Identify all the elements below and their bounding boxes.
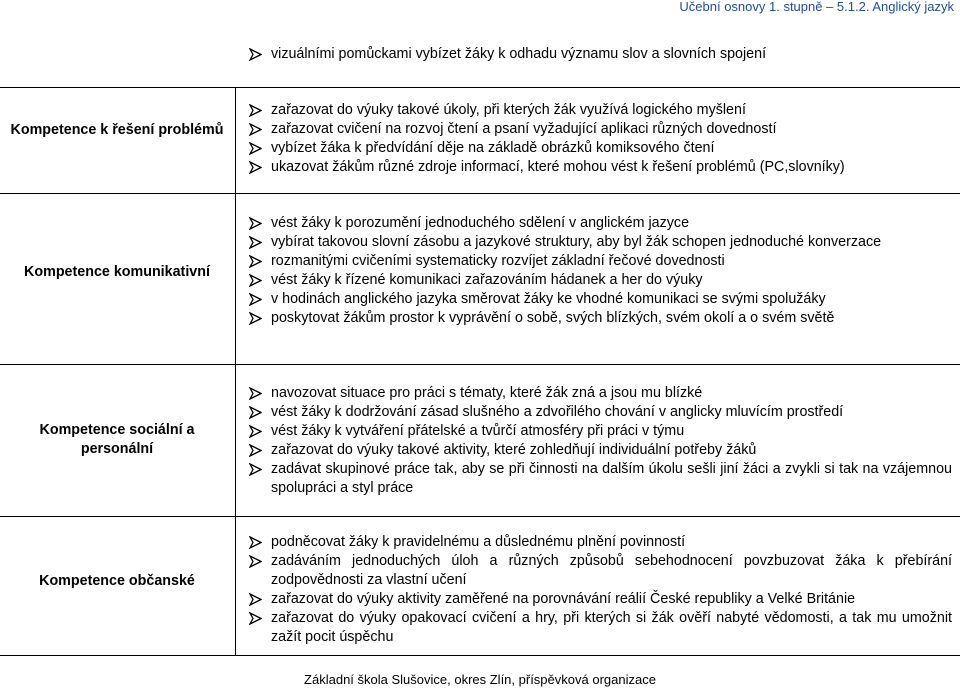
arrowhead-bullet-icon [249, 387, 262, 400]
list-item [249, 158, 952, 177]
list-item-text: vést žáky k vytváření přátelské a tvůrčí atmosféry při práci v týmu [271, 423, 685, 439]
list-item [249, 271, 952, 290]
list-item [249, 460, 952, 498]
arrowhead-bullet-icon [249, 555, 262, 568]
list-item-text: navozovat situace pro práci s tématy, které žák zná a jsou mu blízké [271, 385, 703, 401]
document-header: Učební osnovy 1. stupně – 5.1.2. Anglický jazyk [679, 0, 954, 14]
list-item [249, 441, 952, 460]
section-list-social-personal [249, 384, 952, 498]
arrowhead-bullet-icon [249, 161, 262, 174]
list-item [249, 252, 952, 271]
arrowhead-bullet-icon [249, 312, 262, 325]
arrowhead-bullet-icon [249, 444, 262, 457]
list-item-text: zadávat skupinové práce tak, aby se při činnosti na dalším úkolu sešli jiní žáci a zvykli si tak na vzájemnou spolupráci a styl práce [271, 461, 952, 496]
arrowhead-bullet-icon [249, 48, 262, 61]
arrowhead-bullet-icon [249, 593, 262, 606]
row-divider [0, 193, 960, 194]
arrowhead-bullet-icon [249, 612, 262, 625]
list-item-text: vybízet žáka k předvídání děje na základě obrázků komiksového čtení [271, 140, 715, 156]
arrowhead-bullet-icon [249, 236, 262, 249]
arrowhead-bullet-icon [249, 255, 262, 268]
intro-list [249, 45, 952, 64]
section-list-communicative [249, 214, 952, 328]
list-item-text: poskytovat žákům prostor k vyprávění o sobě, svých blízkých, svém okolí a o svém světě [271, 310, 835, 326]
list-item [249, 590, 952, 609]
list-item-text: zařazovat do výuky takové aktivity, které zohledňují individuální potřeby žáků [271, 442, 757, 458]
list-item [249, 422, 952, 441]
arrowhead-bullet-icon [249, 142, 262, 155]
section-list-problem-solving [249, 101, 952, 177]
list-item-text: v hodinách anglického jazyka směrovat žáky ke vhodné komunikaci se svými spolužáky [271, 291, 826, 307]
arrowhead-bullet-icon [249, 123, 262, 136]
arrowhead-bullet-icon [249, 274, 262, 287]
arrowhead-bullet-icon [249, 463, 262, 476]
list-item [249, 120, 952, 139]
list-item-text: zařazovat do výuky opakovací cvičení a hry, při kterých si žák ověří nabyté vědomosti, a tak mu umožnit zažít pocit úspěchu [271, 610, 952, 645]
list-item [249, 403, 952, 422]
list-item-text: vést žáky k řízené komunikaci zařazováním hádanek a her do výuky [271, 272, 703, 288]
list-item-text: ukazovat žákům různé zdroje informací, které mohou vést k řešení problémů (PC,slovníky) [271, 159, 845, 175]
list-item-text: vést žáky k porozumění jednoduchého sdělení v anglickém jazyce [271, 215, 690, 231]
list-item [249, 101, 952, 120]
section-label-communicative: Kompetence komunikativní [24, 264, 210, 280]
list-item-text: vést žáky k dodržování zásad slušného a zdvořilého chování v anglicky mluvícím prostředí [271, 404, 844, 420]
arrowhead-bullet-icon [249, 293, 262, 306]
list-item [249, 309, 952, 328]
section-label-problem-solving: Kompetence k řešení problémů [10, 122, 224, 138]
row-divider [0, 516, 960, 517]
list-item [249, 139, 952, 158]
list-item [249, 290, 952, 309]
list-item-text: vizuálními pomůckami vybízet žáky k odhadu významu slov a slovních spojení [271, 46, 767, 62]
document-footer: Základní škola Slušovice, okres Zlín, příspěvková organizace [304, 672, 656, 687]
list-item-text: rozmanitými cvičeními systematicky rozvíjet základní řečové dovednosti [271, 253, 725, 269]
list-item [249, 552, 952, 590]
list-item [249, 384, 952, 403]
list-item-text: zařazovat do výuky aktivity zaměřené na porovnávání reálií České republiky a Velké Británie [271, 591, 856, 607]
list-item-text: podněcovat žáky k pravidelnému a důslednému plnění povinností [271, 534, 686, 550]
arrowhead-bullet-icon [249, 406, 262, 419]
row-divider [0, 364, 960, 365]
section-label-civic: Kompetence občanské [39, 573, 195, 589]
section-label-social-personal: Kompetence sociální a personální [39, 422, 195, 457]
list-item-text: zadáváním jednoduchých úloh a různých způsobů sebehodnocení povzbuzovat žáka k přebírání zodpovědnosti za vlastní učení [271, 553, 952, 588]
list-item-text: vybírat takovou slovní zásobu a jazykové struktury, aby byl žák schopen jednoduché konverzace [271, 234, 882, 250]
list-item [249, 45, 952, 64]
arrowhead-bullet-icon [249, 217, 262, 230]
list-item [249, 233, 952, 252]
arrowhead-bullet-icon [249, 536, 262, 549]
arrowhead-bullet-icon [249, 104, 262, 117]
list-item-text: zařazovat do výuky takové úkoly, při kterých žák využívá logického myšlení [271, 102, 746, 118]
list-item [249, 609, 952, 647]
list-item [249, 214, 952, 233]
row-divider [0, 87, 960, 88]
arrowhead-bullet-icon [249, 425, 262, 438]
list-item [249, 533, 952, 552]
column-divider [235, 87, 236, 655]
section-list-civic [249, 533, 952, 647]
list-item-text: zařazovat cvičení na rozvoj čtení a psaní vyžadující aplikaci různých dovedností [271, 121, 777, 137]
row-divider [0, 655, 960, 656]
